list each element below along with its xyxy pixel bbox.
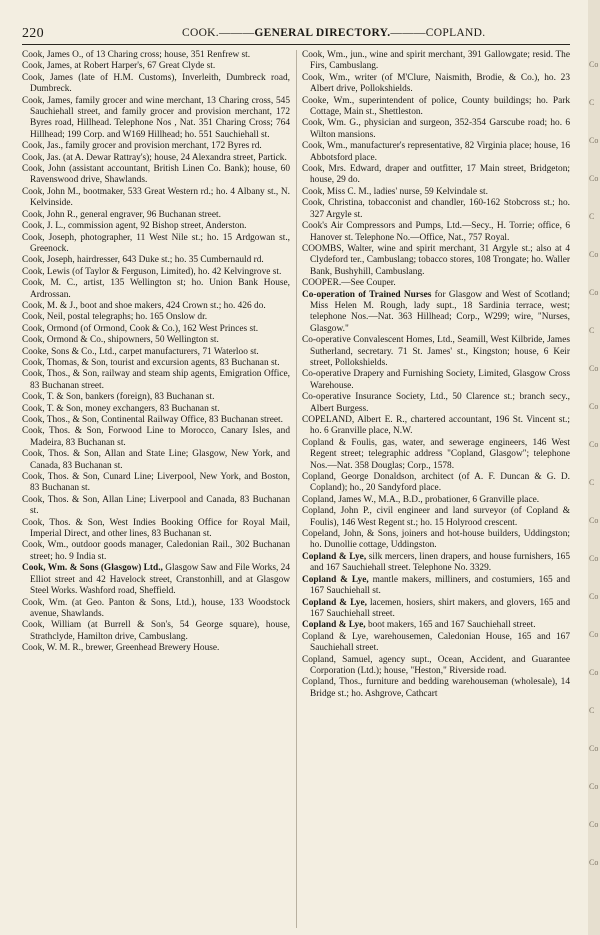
directory-entry: Cook, Wm. & Sons (Glasgow) Ltd., Glasgow Saw and File Works, 24 Elliot street and 42 Havelock street, Cranstonhill, and at Glasgow Steel Works. Washford road, Sheffield. xyxy=(22,563,291,597)
directory-entry: Cook, James O., of 13 Charing cross; house, 351 Renfrew st. xyxy=(22,50,251,60)
running-head-dash-1: ——— xyxy=(218,27,255,39)
directory-entry: Cook, Miss C. M., ladies' nurse, 59 Kelvindale st. xyxy=(302,186,488,197)
directory-entry: Cook, Lewis (of Taylor & Ferguson, Limited), ho. 42 Kelvingrove st. xyxy=(22,266,282,277)
directory-entry: Cook, Jas., family grocer and provision merchant, 172 Byres rd. xyxy=(22,141,262,152)
facing-page-fragment: Co xyxy=(589,60,599,69)
directory-entry: Co-operative Convalescent Homes, Ltd., Seamill, West Kilbride, James Sutherland, secretary. 71 St. James' st., Kingston; house, 6 Keir street, Pollokshields. xyxy=(302,335,570,368)
facing-page-fragment: Co xyxy=(589,250,599,259)
directory-entry: Co-operative Insurance Society, Ltd., 50 Clarence st.; branch secy., Albert Burgess. xyxy=(302,392,570,414)
directory-entry: COOMBS, Walter, wine and spirit merchant, 31 Argyle st.; also at 4 Clydeford ter., Cambuslang; tobacco stores, 108 Trongate; ho. Waller Bank, Bushyhill, Cambuslang. xyxy=(302,243,570,277)
directory-entry: Cook, J. L., commission agent, 92 Bishop street, Anderston. xyxy=(22,221,247,232)
facing-page-fragment: Co xyxy=(589,288,599,297)
directory-entry: Copland, James W., M.A., B.D., probationer, 6 Granville place. xyxy=(302,494,540,505)
facing-page-fragment: Co xyxy=(589,174,599,183)
directory-entry: COPELAND, Albert E. R., chartered accountant, 196 St. Vincent st.; ho. 6 Granville place, N.W. xyxy=(302,415,570,437)
facing-page-fragment: Co xyxy=(589,630,599,639)
directory-entry: Cook, John R., general engraver, 96 Buchanan street. xyxy=(22,209,221,220)
left-column xyxy=(22,50,290,655)
directory-entry: Cook, Wm., outdoor goods manager, Caledonian Rail., 302 Buchanan street; ho. 9 India st. xyxy=(22,540,290,562)
directory-entry: Cook, Joseph, photographer, 11 West Nile st.; ho. 15 Ardgowan st., Greenock. xyxy=(22,232,290,254)
directory-entry: Cook, M. C., artist, 135 Wellington st; ho. Union Bank House, Ardrossan. xyxy=(22,278,290,300)
facing-page-fragment: Co xyxy=(589,136,599,145)
facing-page-fragment: Co xyxy=(589,592,599,601)
facing-page-fragment: C xyxy=(589,98,595,107)
facing-page-fragment: Co xyxy=(589,440,599,449)
facing-page-fragment: C xyxy=(589,478,595,487)
directory-entry: Cook, M. & J., boot and shoe makers, 424 Crown st.; ho. 426 do. xyxy=(22,300,266,311)
directory-entry: Cook, John (assistant accountant, British Linen Co. Bank); house, 60 Ravenswood drive, Shawlands. xyxy=(22,164,290,186)
facing-page-fragment: Co xyxy=(589,744,599,753)
directory-entry: Copland & Lye, mantle makers, milliners, and costumiers, 165 and 167 Sauchiehall st. xyxy=(302,574,570,597)
facing-page-fragment: Co xyxy=(589,782,599,791)
directory-entry: Co-operation of Trained Nurses for Glasgow and West of Scotland; Miss Helen M. Rough, lady supt., 18 Sardinia terrace, west; telephone Nos.—Nat. 363 Hillhead; Corp., W299; wire, "Nurses, Glasgow." xyxy=(302,289,570,334)
directory-entry: Cook, Joseph, hairdresser, 643 Duke st.; ho. 35 Cumbernauld rd. xyxy=(22,255,264,266)
directory-entry: Cook, Thos. & Son, Forwood Line to Morocco, Canary Isles, and Madeira, 83 Buchanan st. xyxy=(22,426,290,448)
entry-lead: Cook, Wm. & Sons (Glasgow) Ltd., xyxy=(22,563,163,574)
directory-entry: Cook, Wm. (at Geo. Panton & Sons, Ltd.), house, 133 Woodstock avenue, Shawlands. xyxy=(22,597,290,619)
header-rule xyxy=(22,44,570,45)
column-divider xyxy=(296,50,297,928)
facing-page-fragment: C xyxy=(589,326,595,335)
running-head xyxy=(182,27,485,39)
facing-page-fragment: Co xyxy=(589,858,599,867)
directory-entry: Cook, Thos. & Son, Allan and State Line; Glasgow, New York, and Canada, 83 Buchanan st. xyxy=(22,449,290,471)
directory-entry: Cooke, Sons & Co., Ltd., carpet manufacturers, 71 Waterloo st. xyxy=(22,346,259,357)
facing-page-fragment: Co xyxy=(589,668,599,677)
directory-entry: Cook, Ormond & Co., shipowners, 50 Wellington st. xyxy=(22,335,219,346)
directory-entry: Cook, Thos. & Son, West Indies Booking Office for Royal Mail, Imperial Direct, and other lines, 83 Buchanan st. xyxy=(22,517,290,540)
directory-entry: Co-operative Drapery and Furnishing Society, Limited, Glasgow Cross Warehouse. xyxy=(302,369,570,391)
directory-entry: COOPER.—See Couper. xyxy=(302,278,396,289)
directory-entry: Cook, Jas. (at A. Dewar Rattray's); house, 24 Alexandra street, Partick. xyxy=(22,152,287,163)
directory-entry: Cook, T. & Son, bankers (foreign), 83 Buchanan st. xyxy=(22,392,215,403)
facing-page-fragment: Co xyxy=(589,402,599,411)
directory-entry: Cook, Thomas, & Son, tourist and excursion agents, 83 Buchanan st. xyxy=(22,357,280,368)
directory-entry: Cook, W. M. R., brewer, Greenhead Brewery House. xyxy=(22,643,220,654)
facing-page-fragment: C xyxy=(589,212,595,221)
directory-entry: Copland & Lye, silk mercers, linen drapers, and house furnishers, 165 and 167 Sauchiehall street. Telephone No. 3329. xyxy=(302,551,571,574)
directory-entry: Cook, Ormond (of Ormond, Cook & Co.), 162 West Princes st. xyxy=(22,323,259,334)
directory-entry: Copland, John P., civil engineer and land surveyor (of Copland & Foulis), 146 West Regent st.; ho. 15 Holyrood crescent. xyxy=(302,506,570,528)
facing-page-fragment: Co xyxy=(589,364,599,373)
directory-entry: Copland, Thos., furniture and bedding warehouseman (wholesale), 14 Bridge st.; ho. Ashgrove, Cathcart xyxy=(302,677,570,699)
entry-lead: Copland & Lye, xyxy=(302,620,366,631)
facing-page-fragment: C xyxy=(589,706,595,715)
facing-page-edge xyxy=(588,0,600,935)
directory-entry: Copland, George Donaldson, architect (of A. F. Duncan & G. D. Copland); ho., 20 Sandyford place. xyxy=(302,472,570,494)
facing-page-fragments xyxy=(589,60,599,896)
directory-entry: Cook, Neil, postal telegraphs; ho. 165 Onslow dr. xyxy=(22,312,208,323)
page-number: 220 xyxy=(22,26,44,41)
directory-entry: Copland & Lye, boot makers, 165 and 167 Sauchiehall street. xyxy=(302,620,536,631)
directory-entry: Cook, James (late of H.M. Customs), Inverleith, Dumbreck road, Dumbreck. xyxy=(22,72,290,95)
directory-entry: Copland & Lye, warehousemen, Caledonian House, 165 and 167 Sauchiehall street. xyxy=(302,631,570,654)
directory-entry: Cook's Air Compressors and Pumps, Ltd.—Secy., H. Torrie; office, 6 Hanover st. Telephone No.—Office, Nat., 757 Royal. xyxy=(302,221,570,243)
directory-entry: Cook, Christina, tobacconist and chandler, 160-162 Stobcross st.; ho. 327 Argyle st. xyxy=(302,198,570,220)
directory-entry: Cook, Wm., manufacturer's representative, 82 Virginia place; house, 16 Abbotsford place. xyxy=(302,141,570,163)
facing-page-fragment: Co xyxy=(589,516,599,525)
directory-entry: Cook, Wm. G., physician and surgeon, 352-354 Garscube road; ho. 6 Wilton mansions. xyxy=(302,118,570,140)
directory-entry: Cook, John M., bootmaker, 533 Great Western rd.; ho. 4 Albany st., N. Kelvinside. xyxy=(22,186,290,209)
running-head-center: GENERAL DIRECTORY. xyxy=(254,27,391,39)
directory-entry: Cooke, Wm., superintendent of police, County buildings; ho. Park Cottage, Main st., Shettleston. xyxy=(302,95,570,118)
directory-entry: Cook, Thos. & Son, Cunard Line; Liverpool, New York, and Boston, 83 Buchanan st. xyxy=(22,472,290,494)
directory-entry: Copeland, John, & Sons, joiners and hot-house builders, Uddingston; ho. Dunollie cottage, Uddingston. xyxy=(302,529,570,551)
directory-entry: Copland & Lye, lacemen, hosiers, shirt makers, and glovers, 165 and 167 Sauchiehall street. xyxy=(302,597,570,619)
directory-entry: Cook, Thos., & Son, railway and steam ship agents, Emigration Office, 83 Buchanan street. xyxy=(22,369,290,391)
directory-entry: Cook, James, family grocer and wine merchant, 13 Charing cross, 545 Sauchiehall street, and family grocer and provision merchant, 172 Byres road, Hillhead. Telephone Nos , Nat. 351 Charing Cross; 764 Hillhead; 199 Corp. and W169 Hillhead; ho. 551 Sauchiehall st. xyxy=(22,95,290,140)
entry-lead: Copland & Lye, xyxy=(302,597,367,608)
directory-entry: Cook, Wm., writer (of M'Clure, Naismith, Brodie, & Co.), ho. 23 Albert drive, Pollokshields. xyxy=(302,72,570,95)
entry-lead: Co-operation of Trained Nurses xyxy=(302,289,432,300)
directory-entry: Cook, James, at Robert Harper's, 67 Great Clyde st. xyxy=(22,61,216,72)
running-header xyxy=(22,26,570,42)
right-column xyxy=(302,50,570,700)
running-head-right: COPLAND. xyxy=(425,27,486,39)
directory-entry: Cook, Mrs. Edward, draper and outfitter, 17 Main street, Bridgeton; house, 29 do. xyxy=(302,164,570,186)
entry-lead: Copland & Lye, xyxy=(302,551,367,562)
running-head-left: COOK. xyxy=(182,27,219,39)
directory-entry: Copland & Foulis, gas, water, and sewerage engineers, 146 West Regent street; telegraphic address "Copland, Glasgow"; telephone Nos.—Nat. 358 Douglas; Corp., 1578. xyxy=(302,437,570,471)
facing-page-fragment: Co xyxy=(589,554,599,563)
directory-entry: Copland, Samuel, agency supt., Ocean, Accident, and Guarantee Corporation (Ltd.); house, "Heston," Riverside road. xyxy=(302,654,570,676)
directory-entry: Cook, T. & Son, money exchangers, 83 Buchanan st. xyxy=(22,403,220,414)
entry-lead: Copland & Lye, xyxy=(302,574,369,585)
facing-page-fragment: Co xyxy=(589,820,599,829)
directory-entry: Cook, Thos., & Son, Continental Railway Office, 83 Buchanan street. xyxy=(22,415,283,425)
directory-entry: Cook, Thos. & Son, Allan Line; Liverpool and Canada, 83 Buchanan st. xyxy=(22,494,290,517)
directory-entry: Cook, William (at Burrell & Son's, 54 George square), house, Strathclyde, Hamilton drive, Cambuslang. xyxy=(22,620,290,642)
running-head-dash-2: ——— xyxy=(390,27,426,39)
directory-entry: Cook, Wm., jun., wine and spirit merchant, 391 Gallowgate; resid. The Firs, Cambuslang. xyxy=(302,50,570,72)
